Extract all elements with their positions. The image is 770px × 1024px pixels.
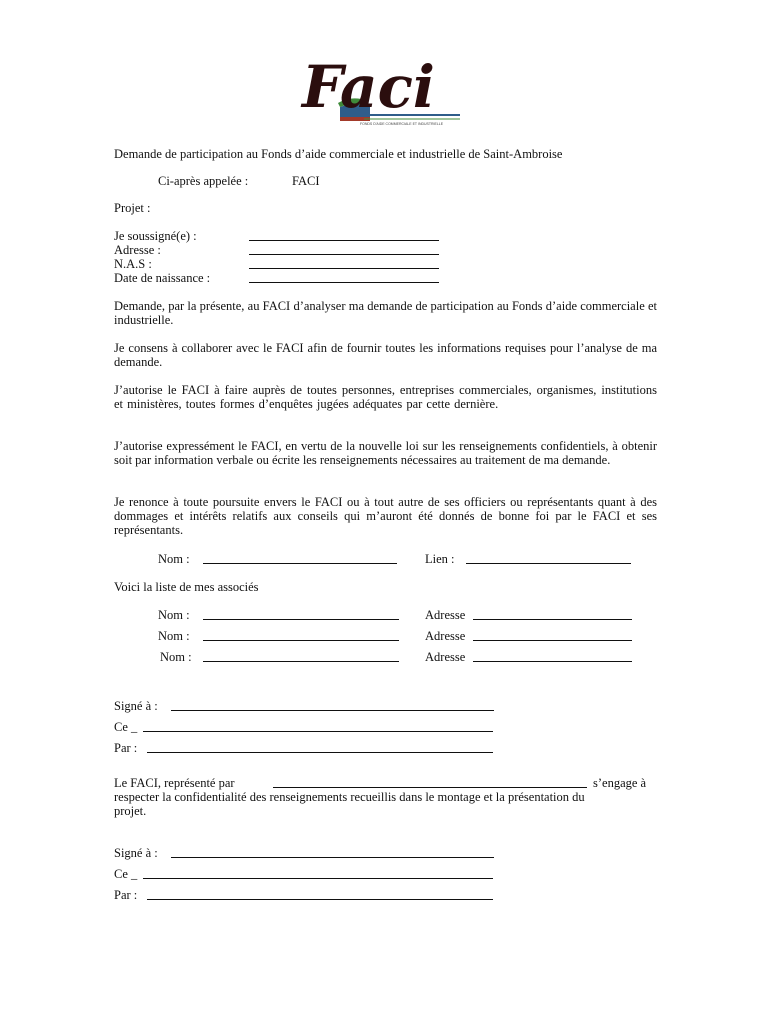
- paragraph-5: Je renonce à toute poursuite envers le FACI ou à tout autre de ses officiers ou représentants quant à des dommages et intérêts relatifs aux conseils qui m’auront été donnés de bonne foi par le FACI et ses représentants.: [114, 495, 657, 537]
- associe-adresse-label: Adresse: [425, 629, 466, 643]
- logo-script-text: Faci: [302, 55, 435, 121]
- paragraph-2: Je consens à collaborer avec le FACI afin de fournir toutes les informations requises pour l’analyse de ma demande.: [114, 341, 657, 369]
- nas-label: N.A.S :: [114, 257, 152, 271]
- signe-field-2[interactable]: [171, 846, 494, 858]
- naissance-field[interactable]: [249, 271, 439, 283]
- paragraph-4: J’autorise expressément le FACI, en vertu de la nouvelle loi sur les renseignements confidentiels, à obtenir soit par information verbale ou écrite les renseignements nécessaires au traitement de ma demande.: [114, 439, 657, 467]
- associe-nom-field[interactable]: [203, 650, 399, 662]
- ce-field-2[interactable]: [143, 867, 493, 879]
- ce-label: Ce _: [114, 720, 138, 734]
- par-field[interactable]: [147, 741, 493, 753]
- faci-rep-suffix: s’engage à: [593, 776, 647, 790]
- nas-field[interactable]: [249, 257, 439, 269]
- paragraph-1: Demande, par la présente, au FACI d’analyser ma demande de participation au Fonds d’aide commerciale et industrielle.: [114, 299, 657, 327]
- soussigne-label: Je soussigné(e) :: [114, 229, 197, 243]
- associes-heading: Voici la liste de mes associés: [114, 580, 259, 594]
- alias-label: Ci-après appelée :: [158, 174, 249, 188]
- associe-nom-field[interactable]: [203, 629, 399, 641]
- signe-label: Signé à :: [114, 699, 158, 713]
- associe-adresse-field[interactable]: [473, 608, 632, 620]
- par-field-2[interactable]: [147, 888, 493, 900]
- nom-label: Nom :: [158, 552, 190, 566]
- associe-adresse-label: Adresse: [425, 650, 466, 664]
- associe-adresse-field[interactable]: [473, 629, 632, 641]
- soussigne-field[interactable]: [249, 229, 439, 241]
- logo-tagline: FONDS D'AIDE COMMERCIALE ET INDUSTRIELLE: [360, 122, 444, 126]
- faci-rep-prefix: Le FACI, représenté par: [114, 776, 235, 790]
- associe-nom-field[interactable]: [203, 608, 399, 620]
- projet-label: Projet :: [114, 201, 151, 215]
- lien-label: Lien :: [425, 552, 455, 566]
- document-title: Demande de participation au Fonds d’aide commerciale et industrielle de Saint-Ambroise: [114, 147, 563, 161]
- associe-adresse-field[interactable]: [473, 650, 632, 662]
- associe-nom-label: Nom :: [160, 650, 192, 664]
- adresse-label: Adresse :: [114, 243, 161, 257]
- signe-label-2: Signé à :: [114, 846, 158, 860]
- associe-adresse-label: Adresse: [425, 608, 466, 622]
- ce-label-2: Ce _: [114, 867, 138, 881]
- ce-field[interactable]: [143, 720, 493, 732]
- associe-nom-label: Nom :: [158, 608, 190, 622]
- par-label: Par :: [114, 741, 138, 755]
- faci-rep-rest: respecter la confidentialité des renseignements recueillis dans le montage et la présentation du projet.: [114, 790, 585, 818]
- associe-nom-label: Nom :: [158, 629, 190, 643]
- lien-field[interactable]: [466, 552, 631, 564]
- faci-rep-field[interactable]: [273, 776, 587, 788]
- par-label-2: Par :: [114, 888, 138, 902]
- naissance-label: Date de naissance :: [114, 271, 211, 285]
- alias-value: FACI: [292, 174, 320, 188]
- paragraph-3: J’autorise le FACI à faire auprès de toutes personnes, entreprises commerciales, organismes, institutions et ministères, toutes formes d’enquêtes jugées adéquates par cette dernière.: [114, 383, 657, 411]
- signe-field[interactable]: [171, 699, 494, 711]
- nom-field[interactable]: [203, 552, 397, 564]
- faci-logo: [300, 55, 465, 130]
- adresse-field[interactable]: [249, 243, 439, 255]
